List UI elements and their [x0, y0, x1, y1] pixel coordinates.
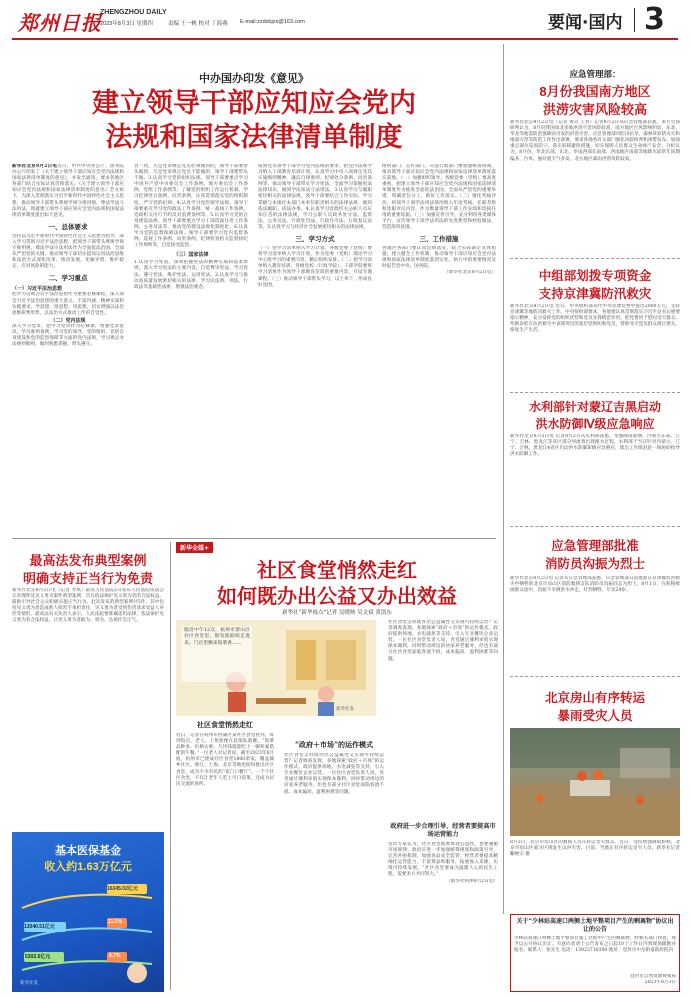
notice-date: 2023年8月3日 [644, 980, 676, 986]
infographic-subtitle: 收入约1.63万亿元 [44, 861, 132, 873]
news3-body: 新华社北京8月2日电 记者8月2日从水利部获悉，受强降雨影响，内蒙古东部、辽宁、吉林、黑龙江等省区部分河流将出现涨水过程。水利部于当日针对内蒙古、辽宁、吉林、黑龙江4省区启动洪水防御Ⅳ级应急响应，派出工作组赶赴一线协助指导洪水防御工作。 [510, 434, 680, 458]
feature-text-2: 社区食堂怎样既办出公益属性又实现可持续运营？记者调查发现，多地探索“政府＋市场”的运作模式。政府提供场地、水电减免等支持，引入专业餐饮企业运营。一位社区食堂负责人说，食堂通过薄利多销实现保本微利，同时带动周边的居家养老服务。但也有部分社区食堂面临客流不稳、成本偏高、盈利困难等问题。 [284, 753, 384, 795]
masthead-email: E-mail:zzdsbjzx@163.com [240, 19, 305, 25]
masthead-en-name: ZHENGZHOU DAILY [100, 9, 167, 16]
news2-body: 新华社北京8月2日电 近日，中央组织部从代中央管理党费中拨出2000万元，支持京津冀等地防汛救灾工作。中央组织部要求，各地要认真贯彻落实习近平总书记重要指示精神，充分发挥党的组织优势和党员先锋模范作用，把党费用于慰问受灾群众、奖励表彰在抗洪救灾中表现突出的基层党组织和党员，帮助受灾党员群众渡过难关、恢复生产生活。 [510, 304, 680, 334]
page-number: 3 [644, 2, 665, 37]
feature-photo-credit: 新华社发 [336, 706, 354, 711]
masthead-logo: 郑州日报 [18, 11, 102, 35]
feature-byline: 新华社“新华视点”记者 吴晓帅 吴文斌 黄凯东 [282, 610, 392, 616]
lead-text-1b: 坚持以习近平新时代中国特色社会主义思想为指导，深入学习贯彻习近平法治思想，把领导干部带头尊规学规守规用规、尊法学法守法用法作为全面依法治国、全面从严治党的关键，推动领导干部切实提高运用法治思维和法治方式深化改革、推动发展、化解矛盾、维护稳定、应对风险的能力。 [12, 233, 124, 270]
feature-column-3 [388, 620, 498, 990]
lead-text-3: 按照党员领导干部学习党内法规的要求，把党内法规学习纳入干部教育培训计划，认真学习中央八项规定及其实施细则精神、廉洁自律准则、纪律处分条例、问责条例等。推动领导干部带头学习宪法，全面学习掌握宪法法律知识，做到学法知法守法用法。3.认真学习与履职密切相关的法律法规。领导干部要结合工作实际，学习掌握与本地区本部门本单位职责相关的法律法规，做到依法履职、依法办事。4.认真学习党政机关公职人员应知应会的法律法规，学习公职人员政务处分法、监察法、公务员法、行政处罚法、行政许可法、行政复议法等。5.认真学习与经济社会发展密切相关的法律法规。 [258, 164, 372, 230]
feature-column-1 [176, 720, 274, 990]
section-title: 要闻·国内 [548, 13, 623, 33]
feature-article [176, 542, 498, 992]
news3-headline-2: 洪水防御Ⅳ级应急响应 [535, 417, 655, 431]
sidebar-news-2 [510, 262, 680, 382]
feature-subhead-3: 政府进一步合理引导，经营者要提高市场运营能力 [390, 823, 496, 838]
section-divider [634, 8, 635, 32]
infographic-label-4: 5302.5亿元 [25, 954, 51, 960]
feature-subhead-2: “政府＋市场”的运作模式 [294, 740, 374, 749]
sidebar-rule-3 [510, 526, 680, 527]
column-divider-main [503, 44, 504, 914]
lead-text-1d: 深入学习党章，把学习党章作为必修课，增强党章意识，学习准则条例，学习党的领导、党的组织、党的自身建设和党的监督保障等方面的党内法规，学习规定办法规则细则，做到熟悉掌握、带头遵守。 [12, 323, 124, 348]
lead-text-2: 容一致。凡是党章规定党员必须做到的，领导干部要带头做到。凡是党章规定党员不能做的，领导干部要带头不做。3.认真学习党的组织法规。领导干部要重点学习中国共产党中央委员会工作条例、地方委员会工作条例、党组工作条例等，了解党的组织工作运行机制。学习纪律处分条例、问责条例，认真贯彻落实党的组织制度，严守党的纪律。4.认真学习党的领导法规。领导干部要重点学习党的政法工作条例、统一战线工作条例、党政机关厉行节约反对浪费条例等。5.认真学习党的自身建设法规。领导干部要重点学习干部选拔任用工作条例、公务员法等，推动党的建设法规化制度化。6.认真学习党的监督保障法规。领导干部要学习党内监督条例、巡视工作条例、问责条例、纪律检查机关监督执纪工作规则等，自觉接受监督。 [134, 164, 248, 249]
lead-column-3 [258, 164, 372, 536]
feature-text-3a: 社区食堂怎样既办出公益属性又实现可持续运营？记者调查发现，多地探索“政府＋市场”的运作模式。政府提供场地、水电减免等支持，引入专业餐饮企业运营。一位社区食堂负责人说，食堂通过薄利多销实现保本微利，同时带动周边的居家养老服务。但也有部分社区食堂面临客流不稳、成本偏高、盈利困难等问题。 [388, 620, 498, 662]
lead-subhead-5: 三、工作措施 [419, 235, 459, 244]
news2-headline-2: 支持京津冀防汛救灾 [538, 287, 652, 301]
infographic-title: 基本医保基金 [55, 845, 121, 857]
lead-subhead-2: 二、学习重点 [48, 274, 88, 283]
lead-text-1c: 把学习贯彻习近平法治思想作为重要必修课程，深入领会习近平法治思想的重大意义、丰富内涵、精神实质和实践要求，学思想、悟思想、用思想，切实增强以法治思维研判形势、以法治方式推动工作的自觉性。 [12, 292, 124, 316]
insurance-infographic [12, 832, 164, 992]
lead-subhead-4: 三、学习方式 [295, 235, 335, 244]
lead-headline-1: 建立领导干部应知应会党内 [92, 88, 416, 119]
lead-kicker: 中办国办印发《意见》 [199, 72, 309, 85]
lead-subhead-2a: （一）习近平法治思想 [12, 286, 63, 293]
sidebar-rule-1 [510, 258, 680, 259]
lead-column-1 [12, 164, 124, 536]
notice-title: 关于“少林站高速口两侧土地平整项目产生的剩离物”协议出让的公告 [516, 918, 674, 933]
infographic-credit: 新华社发 [20, 980, 38, 985]
sidebar-kicker: 应急管理部： [569, 70, 621, 80]
masthead-editor: 责编 王一帆 校对 丁海燕 [168, 21, 228, 27]
sidebar-news-3 [510, 396, 680, 506]
feature-subhead-1: 社区食堂悄然走红 [197, 720, 253, 729]
news4-headline-2: 消防员沟振为烈士 [544, 557, 645, 571]
flood-photo [510, 728, 680, 836]
lead-text-4b: 各地区各部门要认真贯彻落实，结合实际制定具体措施，建立健全工作机制，推动领导干部应知应会党内法规和国家法律清单制度落到实处。执行中的重要情况及时报告党中央、国务院。 [382, 246, 496, 270]
left-lower-headline-1: 最高法发布典型案例 [29, 553, 147, 568]
infographic-label-2: 13040.51亿元 [24, 924, 55, 930]
lead-text-1 [12, 164, 124, 219]
lead-subhead-2b: （二）党内法规 [50, 317, 86, 324]
notice-body: 少林站高速口两侧土地平整项目施工过程中产生的剩离物，经相关部门同意，现予以公开协议出让。有意向者请于公告发布之日起10个工作日内到现场踏勘并报名。联系人：张先生 电话：13923710300 地址：登封市中岳街道政府院内 [514, 936, 676, 954]
sidebar-news-5 [510, 680, 680, 910]
lead-article [12, 42, 496, 537]
feature-headline-2: 如何既办出公益又办出效益 [217, 586, 457, 608]
lead-text-4: 组织部门、宣传部门、司法行政部门要加强统筹协调，推动领导干部应知应会党内法规和国家法律清单制度落实落地。（一）加强组织领导。各级党委（党组）要高度重视，把建立领导干部应知应会党内法规和国家法律清单制度作为推进全面依法治国、全面从严治党的重要举措，明确责任分工，抓好工作落实。（二）强化考核评价。将领导干部学法用法情况纳入年度考核、任职考察和述职评议内容，作为衡量领导干部工作实绩和选拔任用的重要依据。（三）加强宣传引导。充分利用各类媒体平台，宣传领导干部学法用法的先进典型和经验做法，营造浓厚氛围。 [382, 164, 496, 230]
news5-headline-2: 暴雨受灾人员 [557, 709, 633, 723]
news2-headline-1: 中组部划拨专项资金 [538, 269, 652, 283]
feature-text-3: 受访专家认为，社区食堂既要体现公益性，也要遵循市场规律。政府应进一步加强统筹规划和政策引导，完善补贴机制，加强食品安全监管；经营者要提高精细化运营能力，丰富菜品和服务，拓展收入来源，实现可持续发展。“社区食堂要成为温暖人心的民生工程，需要多方共同努力。” [388, 842, 498, 878]
news4-headline-1: 应急管理部批准 [551, 539, 639, 553]
masthead-rule [12, 38, 678, 40]
notice-box [510, 914, 680, 992]
lead-text-2b: 1.认真学习宪法。深刻把握宪法的精神实质和基本原则，深入学习宪法的主要内容，自觉尊崇宪法、学习宪法、遵守宪法、维护宪法、运用宪法。2.认真学习与推动高质量发展密切相关的法律，学习民法典、刑法、行政法等基础性法律，增强法治观念。 [134, 260, 248, 290]
feature-sign: （新华社杭州8月2日电） [446, 878, 498, 884]
news4-body: 新华社北京8月2日电 记者从应急管理部获悉，应急管理部日前批准在京津冀抗洪救灾中牺牲的北京市房山区消防救援支队消防员沟振同志为烈士。8月1日，在转移被困群众途中，沟振不幸被洪水冲走，壮烈牺牲，年仅24岁。 [510, 576, 680, 594]
lead-headline-2: 法规和国家法律清单制度 [105, 122, 403, 153]
feature-text-1: 近日，记者在杭州市西湖区某社区食堂看到，每到饭点，老人、上班族便在此排队就餐。“饭菜品种多、价格实惠，几块钱就能吃上一顿荤素搭配的午餐。”一位老人对记者说。截至2023年6月底，杭州市已建成社区食堂1800余家，覆盖城乡社区。浙江、上海、北京等地也纷纷推出社区食堂，成为不少市民的“家门口餐厅”。一个个社区食堂，不仅让老年人吃上可口饭菜，还成为居民交流的场所。 [176, 733, 274, 787]
sidebar-rule-2 [510, 392, 680, 393]
infographic-label-1: 16345.02亿元 [107, 886, 138, 892]
news5-headline-1: 北京房山有序转运 [544, 691, 645, 705]
lead-subhead-1: 一、总体要求 [48, 222, 88, 231]
infographic-label-5: 0.7% [109, 953, 121, 959]
feature-headline-1: 社区食堂悄然走红 [257, 560, 417, 582]
lead-sign: （新华社北京8月2日电） [444, 270, 496, 276]
infographic-art [12, 878, 164, 988]
lead-dateline: 新华社北京8月2日电 [12, 164, 58, 169]
sidebar-headline-2: 洪涝灾害风险较高 [542, 102, 647, 117]
news3-headline-1: 水利部针对蒙辽吉黑启动 [528, 400, 661, 414]
masthead-date: 2023年8月3日 星期四 [100, 21, 153, 27]
flood-photo-art [510, 728, 680, 836]
sidebar-rule-4 [510, 676, 680, 677]
feature-tag: 新华全媒+ [176, 542, 213, 553]
column-divider-left [170, 542, 171, 990]
lead-bottom-rule [12, 538, 496, 539]
flood-photo-caption: 8月2日，北京市房山区的救援人员在转运受灾群众。近日，受持续强降雨影响，北京市房山区部分区域发生山洪灾害。目前，当地正有序转运受灾人员。新华社记者 鞠焕宗 摄 [510, 840, 680, 858]
lead-subhead-3: （三）国家法律 [173, 252, 209, 259]
lead-text-3b: （一）把学习清单纳入学习计划。各级党委（党组）要将学习清单纳入学习计划，作为党委（党组）理论学习中心组学习的重要内容，精心组织安排。（二）把学习清单纳入教育培训。各级党校（行政学院）、干部学院要将学习清单作为领导干部教育培训的重要内容，开设专题课程。（三）推动领导干部带头学习，以上率下，形成良好氛围。 [258, 246, 372, 288]
feature-quote: 临近中午12点，杭州市萧山区社区食堂里，银发族陆续走进来。门店里飘来饭菜香…… [182, 626, 252, 682]
infographic-label-3: 11.2% [108, 919, 122, 925]
feature-illustration [176, 620, 376, 716]
lead-text-1a: 近日，中共中央办公厅、国务院办公厅印发了《关于建立领导干部应知应会党内法规和国家法律清单制度的意见》，并发出通知，要求各地区各部门结合实际认真贯彻落实。《关于建立领导干部应知应会党内法规和国家法律清单制度的意见》全文如下。为深入贯彻落实习近平新时代中国特色社会主义思想，推动领导干部带头尊规学规守规用规、尊法学法守法用法，现就建立领导干部应知应会党内法规和国家法律清单制度提出如下意见。 [12, 164, 124, 218]
sidebar-headline-1: 8月份我国南方地区 [539, 84, 651, 99]
sidebar-news-4 [510, 528, 680, 638]
feature-column-2 [284, 720, 384, 990]
notice-signer: 登封市自然资源规划局 [630, 974, 676, 979]
lead-column-4 [382, 164, 496, 536]
sidebar-body: 新华社北京8月2日电（记者 黄垚 王春）记者8月2日从应急管理部获悉，多方会商研判认为，8月份我国南北多地洪涝灾害风险较高，南方地区台风影响明显，东北、华北等地需防范强降雨引发的洪涝灾害。应急管理部对防汛抗旱、森林草原防灭火和地质灾害等防范工作作出部署，要求各地各有关部门强化风险研判和预警发布，加强重点部位巡查防守，落实转移避险措施，切实保障人民群众生命财产安全。分析认为，8月份，华北东部、东北、华南西部东南部、西南地区南部等地降水较常年同期偏多，台风、强对流天气多发，北方地区暴雨洪涝风险较高。 [510, 120, 680, 162]
left-lower-body: 新华社北京8月2日电（记者 齐琪）最高人民法院2日发布人民法院依法公正审理涉及见义勇为案件典型案例，旨在依法保护见义勇为者的合法权益，鼓励引导社会公众积极实施正当行为。此次发布的典型案例共5件，其中包括见义勇为者造成他人损害不承担责任、见义勇为者受到伤害请求受益人补偿等情形。最高法有关负责人表示，人民法院要准确适用法律，依法保护见义勇为者合法权益，让见义勇为者敢为、勇为，弘扬社会正气。 [12, 588, 164, 624]
left-lower-headline-2: 明确支持正当行为免责 [22, 571, 153, 586]
lead-column-2 [134, 164, 248, 536]
sidebar-news-1 [510, 44, 680, 219]
